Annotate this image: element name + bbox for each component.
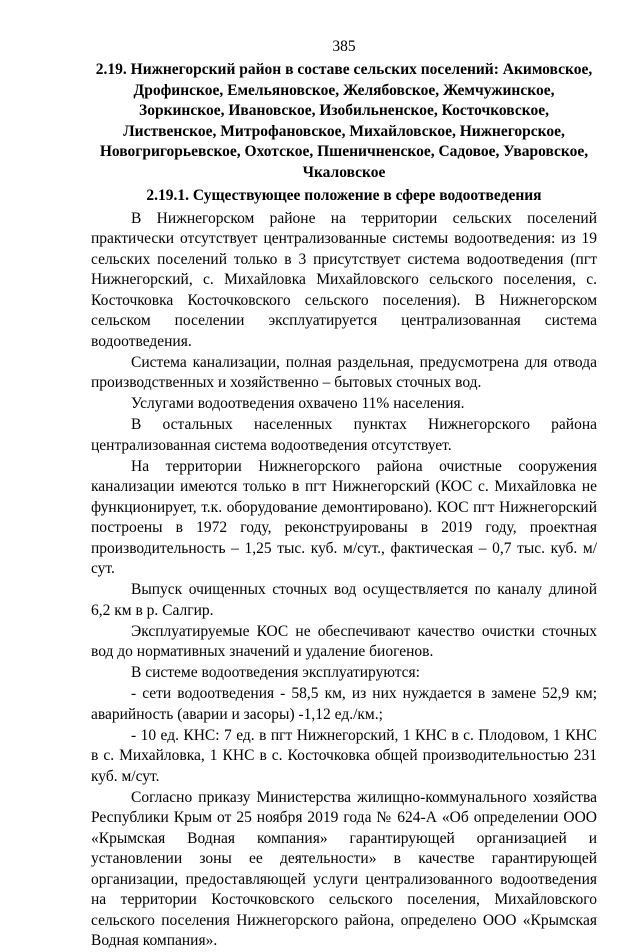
- paragraph: В остальных населенных пунктах Нижнегорского района централизованная система водоотведения отсутствует.: [91, 416, 597, 454]
- paragraph: Согласно приказу Министерства жилищно-коммунального хозяйства Республики Крым от 25 ноября 2019 года № 624-А «Об определении ООО «Крымская Водная компания» гарантирующей организацией и установлении зоны ее деятельности» в качестве гарантирующей организации, предоставляющей услуги централизованного водоотведения на территории Косточковского сельского поселения, Михайловского сельского поселения Нижнегорского района, определено ООО «Крымская Водная компания».: [91, 788, 597, 949]
- paragraph: Выпуск очищенных сточных вод осуществляется по каналу длиной 6,2 км в р. Салгир.: [91, 581, 597, 619]
- paragraph: Эксплуатируемые КОС не обеспечивают качество очистки сточных вод до нормативных значений и удаление биогенов.: [91, 622, 597, 660]
- document-page: [91, 38, 597, 952]
- paragraph: Система канализации, полная раздельная, предусмотрена для отвода производственных и хозяйственно – бытовых сточных вод.: [91, 353, 597, 391]
- subsection-title: 2.19.1. Существующее положение в сфере водоотведения: [146, 187, 542, 204]
- paragraph: - 10 ед. КНС: 7 ед. в пгт Нижнегорский, 1 КНС в с. Плодовом, 1 КНС в с. Михайловка, 1 КНС в с. Косточковка общей производительностью 231 куб. м/сут.: [91, 726, 597, 785]
- paragraph: Услугами водоотведения охвачено 11% населения.: [131, 395, 465, 412]
- paragraph: - сети водоотведения - 58,5 км, из них нуждается в замене 52,9 км; аварийность (аварии и засоры) -1,12 ед./км.;: [91, 685, 597, 723]
- paragraph: В системе водоотведения эксплуатируются:: [131, 664, 420, 681]
- paragraph: На территории Нижнегорского района очистные сооружения канализации имеются только в пгт Нижнегорский (КОС с. Михайловка не функционирует, т.к. оборудование демонтировано). КОС пгт Нижнегорский построены в 1972 году, реконструированы в 2019 году, проектная производительность – 1,25 тыс. куб. м/сут., фактическая – 0,7 тыс. куб. м/сут.: [91, 457, 597, 577]
- section-title: 2.19. Нижнегорский район в составе сельских поселений: Акимовское, Дрофинское, Емельяновское, Желябовское, Жемчужинское, Зоркинское, Ивановское, Изобильненское, Косточковское, Лиственское, Митрофановское, Михайловское, Нижнегорское, Новогригорьевское, Охотское, Пшеничненское, Садовое, Уваровское, Чкаловское: [95, 61, 593, 181]
- paragraph: В Нижнегорском районе на территории сельских поселений практически отсутствует централизованные системы водоотведения: из 19 сельских поселений только в 3 присутствует система водоотведения (пгт Нижнегорский, с. Михайловка Михайловского сельского поселения, с. Косточковка Косточковского сельского поселения). В Нижнегорском сельском поселении эксплуатируется централизованная система водоотведения.: [91, 209, 597, 350]
- page-number: 385: [332, 38, 356, 55]
